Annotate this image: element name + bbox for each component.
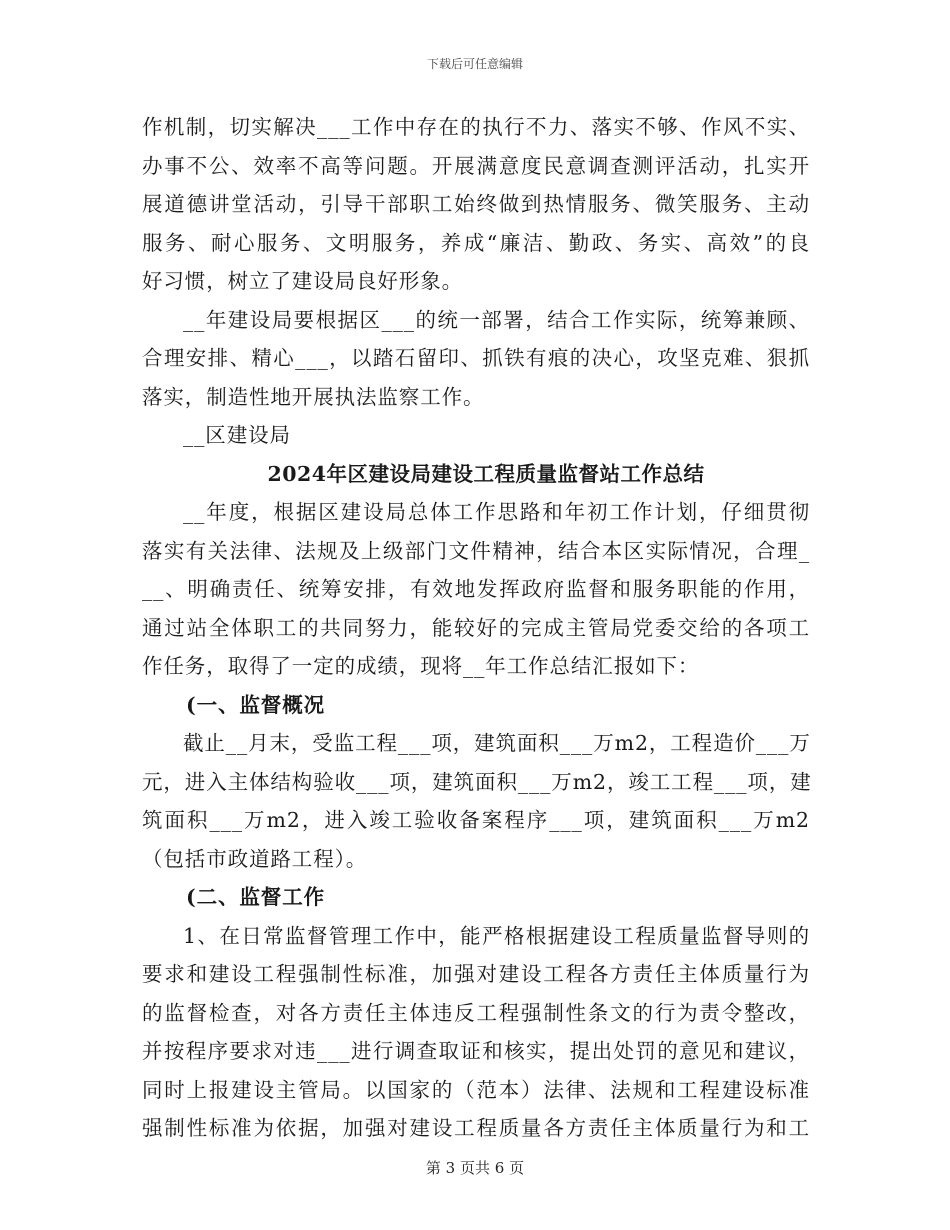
body-line: 作任务，取得了一定的成绩，现将__年工作总结汇报如下： (142, 654, 700, 678)
subsection-heading: (一、监督概况 (186, 692, 325, 717)
body-line: （包括市政道路工程）。 (142, 846, 368, 871)
paragraph-first-line: __年建设局要根据区___的统一部署，结合工作实际，统筹兼顾、 (183, 307, 810, 332)
body-line: 要求和建设工程强制性标准，加强对建设工程各方责任主体质量行为 (142, 962, 810, 986)
body-line: 作机制，切实解决___工作中存在的执行不力、落实不够、作风不实、 (142, 115, 810, 139)
body-line: 并按程序要求对违___进行调查取证和核实，提出处罚的意见和建议， (142, 1039, 810, 1063)
paragraph-first-line: 截止__月末，受监工程___项，建筑面积___万m2，工程造价___万 (183, 731, 811, 755)
page-footer: 第 3 页共 6 页 (425, 1159, 525, 1177)
signature-line: __区建设局 (183, 423, 291, 447)
section-title: 2024年区建设局建设工程质量监督站工作总结 (267, 461, 705, 486)
body-line: 强制性标准为依据，加强对建设工程质量各方责任主体质量行为和工 (142, 1116, 810, 1140)
body-line: 合理安排、精心___，以踏石留印、抓铁有痕的决心，攻坚克难、狠抓 (142, 346, 810, 370)
body-line: 落实有关法律、法规及上级部门文件精神，结合本区实际情况，合理_ (142, 538, 810, 563)
paragraph-first-line: __年度，根据区建设局总体工作思路和年初工作计划，仔细贯彻 (183, 500, 810, 524)
body-line: 好习惯，树立了建设局良好形象。 (142, 269, 463, 293)
body-line: 落实，制造性地开展执法监察工作。 (142, 384, 485, 409)
body-line: 通过站全体职工的共同努力，能较好的完成主管局党委交给的各项工 (142, 615, 810, 640)
body-line: 展道德讲堂活动，引导干部职工始终做到热情服务、微笑服务、主动 (142, 192, 810, 216)
subsection-heading: (二、监督工作 (186, 885, 325, 909)
body-line: 服务、耐心服务、文明服务，养成“廉洁、勤政、务实、高效”的良 (142, 230, 810, 255)
page-header: 下载后可任意编辑 (426, 57, 523, 71)
document-body (142, 108, 810, 1148)
body-line: 元，进入主体结构验收___项，建筑面积___万m2，竣工工程___项，建 (142, 769, 812, 794)
body-line: __、明确责任、统筹安排，有效地发挥政府监督和服务职能的作用， (142, 577, 810, 601)
body-line: 的监督检查，对各方责任主体违反工程强制性条文的行为责令整改， (142, 1000, 810, 1025)
body-line: 办事不公、效率不高等问题。开展满意度民意调查测评活动，扎实开 (142, 153, 810, 178)
body-line: 筑面积___万m2，进入竣工验收备案程序___项，建筑面积___万m2 (142, 808, 810, 832)
body-line: 同时上报建设主管局。以国家的（范本）法律、法规和工程建设标准 (142, 1077, 810, 1102)
paragraph-first-line: 1、在日常监督管理工作中，能严格根据建设工程质量监督导则的 (183, 923, 810, 948)
